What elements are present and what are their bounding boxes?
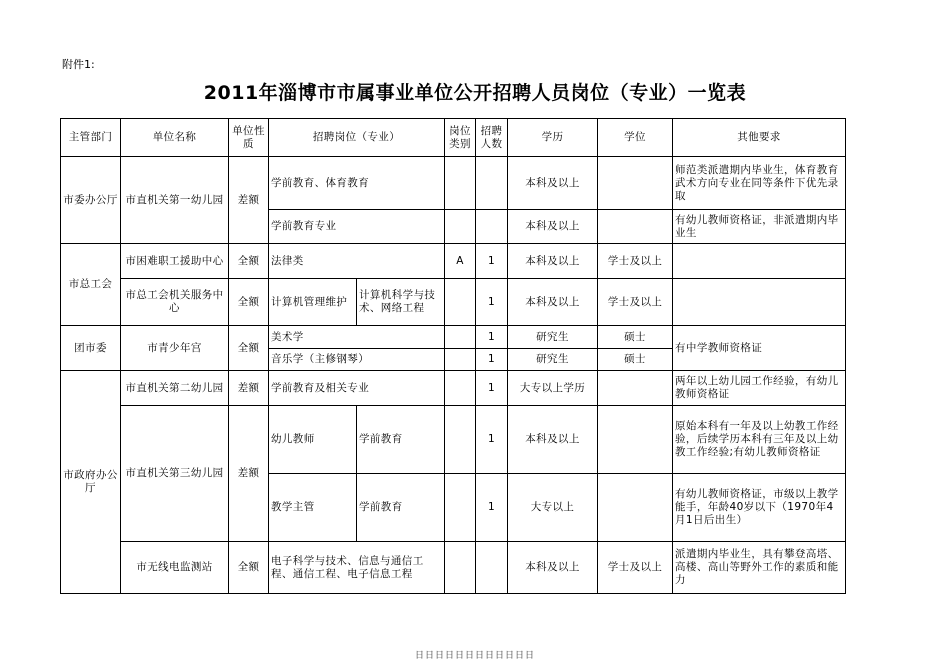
- unit-cell: 市直机关第三幼儿园: [121, 406, 229, 542]
- table-row: [61, 326, 846, 349]
- other-cell: 两年以上幼儿园工作经验，有幼儿教师资格证: [673, 371, 846, 406]
- education-cell: 本科及以上: [508, 406, 598, 474]
- post-cell: 音乐学（主修钢琴）: [269, 349, 445, 371]
- post-cell-primary: 计算机管理维护: [269, 279, 357, 326]
- post-cell-major: 学前教育: [357, 406, 445, 474]
- post-cell: 学前教育及相关专业: [269, 371, 445, 406]
- other-cell: 师范类派遣期内毕业生，体育教育武术方向专业在同等条件下优先录取: [673, 157, 846, 210]
- table-row: [61, 157, 846, 210]
- other-cell: [673, 244, 846, 279]
- education-cell: 研究生: [508, 326, 598, 349]
- count-cell: [476, 210, 508, 244]
- education-cell: 大专以上: [508, 474, 598, 542]
- nature-cell: 差额: [229, 157, 269, 244]
- other-cell: 有中学教师资格证: [673, 326, 846, 371]
- unit-cell: 市直机关第一幼儿园: [121, 157, 229, 244]
- table-row: [61, 244, 846, 279]
- nature-cell: 差额: [229, 371, 269, 406]
- category-cell: [445, 406, 476, 474]
- degree-cell: 硕士: [598, 349, 673, 371]
- unit-cell: 市总工会机关服务中心: [121, 279, 229, 326]
- table-row: [61, 279, 846, 326]
- post-cell: 美术学: [269, 326, 445, 349]
- category-cell: [445, 326, 476, 349]
- header-other: 其他要求: [673, 119, 846, 157]
- recruitment-table: [60, 118, 846, 594]
- nature-cell: 全额: [229, 542, 269, 594]
- header-dept: 主管部门: [61, 119, 121, 157]
- post-cell-primary: 幼儿教师: [269, 406, 357, 474]
- post-cell: 学前教育专业: [269, 210, 445, 244]
- degree-cell: [598, 371, 673, 406]
- table-row: [61, 371, 846, 406]
- category-cell: [445, 210, 476, 244]
- unit-cell: 市困难职工援助中心: [121, 244, 229, 279]
- unit-cell: 市青少年宫: [121, 326, 229, 371]
- post-cell-primary: 教学主管: [269, 474, 357, 542]
- page-title: 2011年淄博市市属事业单位公开招聘人员岗位（专业）一览表: [203, 82, 747, 104]
- other-cell: 有幼儿教师资格证，非派遣期内毕业生: [673, 210, 846, 244]
- count-cell: [476, 542, 508, 594]
- table-row: [61, 406, 846, 474]
- dept-cell: 团市委: [61, 326, 121, 371]
- education-cell: 本科及以上: [508, 210, 598, 244]
- degree-cell: [598, 406, 673, 474]
- table-row: [61, 542, 846, 594]
- count-cell: 1: [476, 326, 508, 349]
- category-cell: [445, 474, 476, 542]
- other-cell: 派遣期内毕业生，具有攀登高塔、高楼、高山等野外工作的素质和能力: [673, 542, 846, 594]
- degree-cell: [598, 474, 673, 542]
- other-cell: [673, 279, 846, 326]
- degree-cell: [598, 157, 673, 210]
- header-row: [61, 119, 846, 157]
- count-cell: 1: [476, 474, 508, 542]
- category-cell: A: [445, 244, 476, 279]
- education-cell: 本科及以上: [508, 279, 598, 326]
- degree-cell: [598, 210, 673, 244]
- other-cell: 原始本科有一年及以上幼教工作经验，后续学历本科有三年及以上幼教工作经验;有幼儿教师资格证: [673, 406, 846, 474]
- header-category: 岗位类别: [445, 119, 476, 157]
- category-cell: [445, 279, 476, 326]
- post-cell: 电子科学与技术、信息与通信工程、通信工程、电子信息工程: [269, 542, 445, 594]
- nature-cell: 差额: [229, 406, 269, 542]
- nature-cell: 全额: [229, 244, 269, 279]
- nature-cell: 全额: [229, 279, 269, 326]
- dept-cell: 市委办公厅: [61, 157, 121, 244]
- degree-cell: 学士及以上: [598, 542, 673, 594]
- post-cell-major: 计算机科学与技术、网络工程: [357, 279, 445, 326]
- unit-cell: 市直机关第二幼儿园: [121, 371, 229, 406]
- nature-cell: 全额: [229, 326, 269, 371]
- count-cell: 1: [476, 244, 508, 279]
- education-cell: 本科及以上: [508, 542, 598, 594]
- header-count: 招聘人数: [476, 119, 508, 157]
- page-footer: 日日日日日日日日日日日日: [414, 651, 535, 661]
- attachment-label: 附件1:: [62, 58, 95, 71]
- count-cell: 1: [476, 279, 508, 326]
- header-nature: 单位性质: [229, 119, 269, 157]
- category-cell: [445, 349, 476, 371]
- count-cell: 1: [476, 371, 508, 406]
- post-cell: 法律类: [269, 244, 445, 279]
- dept-cell: 市政府办公厅: [61, 371, 121, 594]
- header-degree: 学位: [598, 119, 673, 157]
- education-cell: 大专以上学历: [508, 371, 598, 406]
- header-education: 学历: [508, 119, 598, 157]
- degree-cell: 学士及以上: [598, 279, 673, 326]
- header-unit: 单位名称: [121, 119, 229, 157]
- other-cell: 有幼儿教师资格证，市级以上教学能手，年龄40岁以下（1970年4月1日后出生）: [673, 474, 846, 542]
- degree-cell: 学士及以上: [598, 244, 673, 279]
- education-cell: 本科及以上: [508, 244, 598, 279]
- count-cell: [476, 157, 508, 210]
- education-cell: 研究生: [508, 349, 598, 371]
- count-cell: 1: [476, 349, 508, 371]
- dept-cell: 市总工会: [61, 244, 121, 326]
- header-post: 招聘岗位（专业）: [269, 119, 445, 157]
- count-cell: 1: [476, 406, 508, 474]
- degree-cell: 硕士: [598, 326, 673, 349]
- education-cell: 本科及以上: [508, 157, 598, 210]
- post-cell: 学前教育、体育教育: [269, 157, 445, 210]
- post-cell-major: 学前教育: [357, 474, 445, 542]
- unit-cell: 市无线电监测站: [121, 542, 229, 594]
- category-cell: [445, 542, 476, 594]
- category-cell: [445, 157, 476, 210]
- category-cell: [445, 371, 476, 406]
